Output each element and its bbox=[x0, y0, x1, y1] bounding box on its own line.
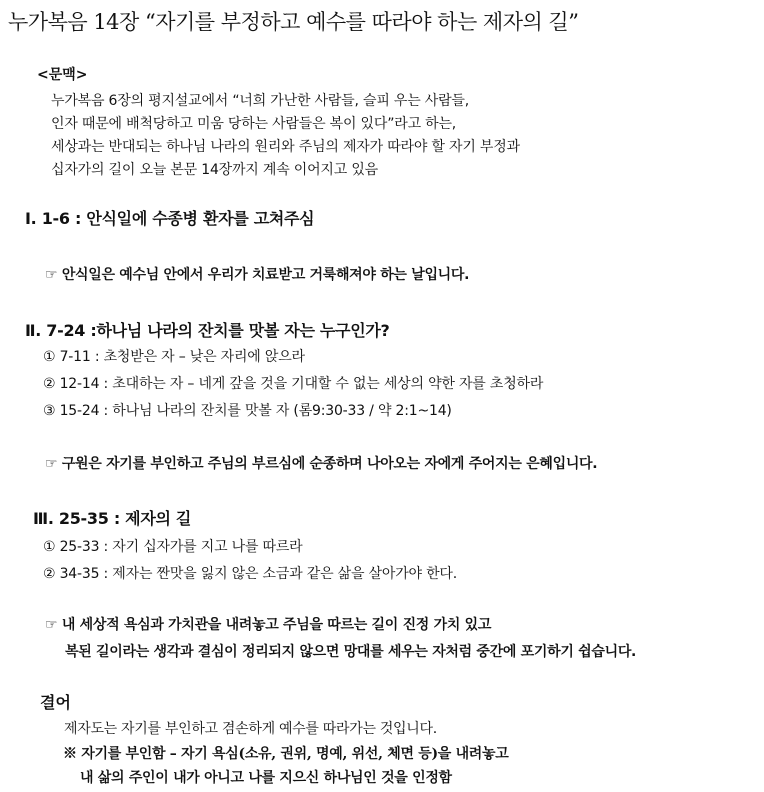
section-heading-1: Ⅰ. 1-6 : 안식일에 수종병 환자를 고쳐주심 bbox=[25, 209, 315, 228]
section-3-item: ② 34-35 : 제자는 짠맛을 잃지 않은 소금과 같은 삶을 살아가야 한다. bbox=[43, 566, 458, 582]
section-2-item: ① 7-11 : 초청받은 자 – 낮은 자리에 앉으라 bbox=[43, 349, 305, 365]
section-3-note: ☞ 내 세상적 욕심과 가치관을 내려놓고 주님을 따르는 길이 진정 가치 있고 bbox=[45, 617, 492, 633]
section-3-item: ① 25-33 : 자기 십자가를 지고 나를 따르라 bbox=[43, 539, 303, 555]
section-2-item: ③ 15-24 : 하나님 나라의 잔치를 맛볼 자 (롬9:30-33 / 약 2:1~14) bbox=[43, 403, 452, 419]
conclusion-line: ※ 자기를 부인함 – 자기 욕심(소유, 권위, 명예, 위선, 체면 등)을 내려놓고 bbox=[63, 746, 509, 762]
page-title: 누가복음 14장 “자기를 부정하고 예수를 따라야 하는 제자의 길” bbox=[8, 10, 579, 34]
conclusion-heading: 결어 bbox=[40, 693, 71, 712]
section-3-note: 복된 길이라는 생각과 결심이 정리되지 않으면 망대를 세우는 자처럼 중간에 포기하기 쉽습니다. bbox=[65, 644, 637, 660]
context-line: 누가복음 6장의 평지설교에서 “너희 가난한 사람들, 슬피 우는 사람들, bbox=[51, 93, 470, 109]
context-line: 인자 때문에 배척당하고 미움 당하는 사람들은 복이 있다”라고 하는, bbox=[51, 116, 457, 132]
context-line: 십자가의 길이 오늘 본문 14장까지 계속 이어지고 있음 bbox=[51, 162, 378, 178]
section-2-note: ☞ 구원은 자기를 부인하고 주님의 부르심에 순종하며 나아오는 자에게 주어지는 은혜입니다. bbox=[45, 456, 598, 472]
section-2-item: ② 12-14 : 초대하는 자 – 네게 갚을 것을 기대할 수 없는 세상의 약한 자를 초청하라 bbox=[43, 376, 544, 392]
context-heading: <문맥> bbox=[37, 67, 88, 83]
section-heading-3: Ⅲ. 25-35 : 제자의 길 bbox=[33, 509, 192, 528]
section-1-note: ☞ 안식일은 예수님 안에서 우리가 치료받고 거룩해져야 하는 날입니다. bbox=[45, 267, 470, 283]
conclusion-line: 내 삶의 주인이 내가 아니고 나를 지으신 하나님인 것을 인정함 bbox=[80, 770, 452, 786]
section-heading-2: Ⅱ. 7-24 :하나님 나라의 잔치를 맛볼 자는 누구인가? bbox=[25, 321, 390, 340]
context-line: 세상과는 반대되는 하나님 나라의 원리와 주님의 제자가 따라야 할 자기 부정과 bbox=[51, 139, 520, 155]
conclusion-line: 제자도는 자기를 부인하고 겸손하게 예수를 따라가는 것입니다. bbox=[64, 721, 437, 737]
